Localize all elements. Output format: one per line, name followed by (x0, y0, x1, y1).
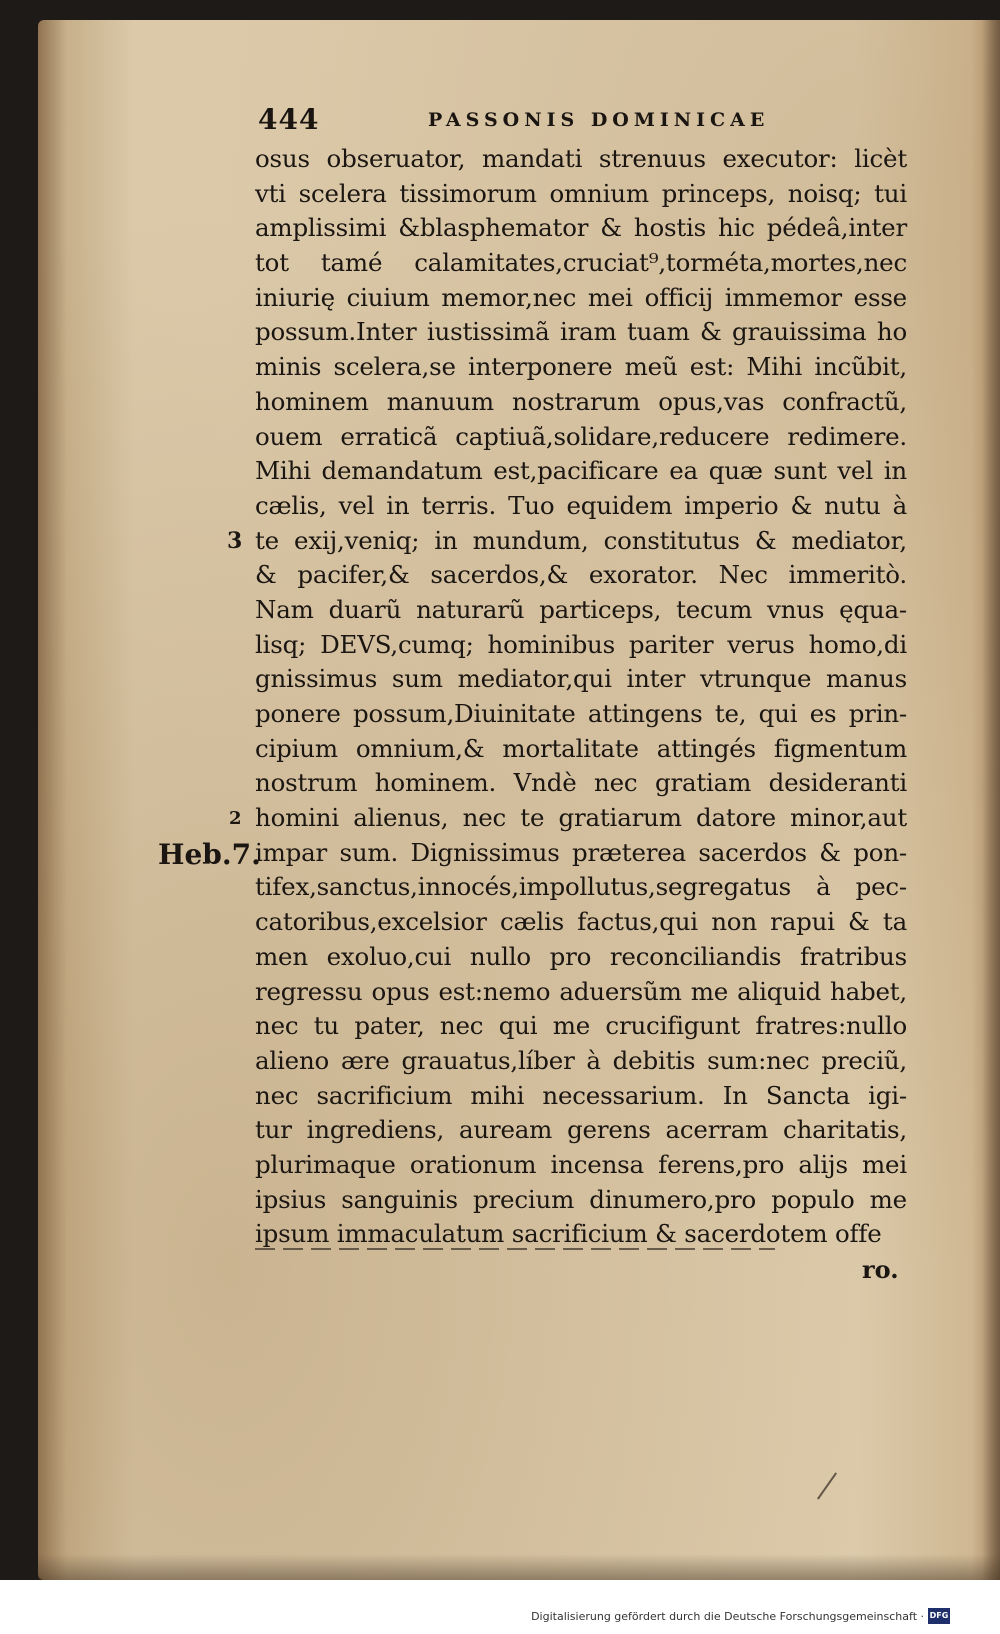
text-line: nec sacrificium mihi necessarium. In Sancta igi- (255, 1080, 907, 1110)
page-header (258, 103, 818, 139)
text-line: alieno ære grauatus,líber à debitis sum:nec preciũ, (255, 1045, 907, 1075)
page-number: 444 (258, 103, 320, 136)
marginal-reference-heb: Heb.7. (158, 838, 261, 871)
text-line: nec tu pater, nec qui me crucifigunt fratres:nullo (255, 1011, 907, 1041)
marginal-note-2: 2 (229, 808, 242, 829)
text-line: impar sum. Dignissimus præterea sacerdos & pon- (255, 837, 907, 867)
text-line: osus obseruator, mandati strenuus executor: licèt (255, 144, 907, 173)
dfg-logo: DFG (928, 1608, 950, 1624)
text-line: hominem manuum nostrarum opus,vas confractũ, (255, 386, 907, 416)
text-line: vti scelera tissimorum omnium princeps, noisq; tui (255, 178, 907, 208)
text-line: ipsius sanguinis precium dinumero,pro populo me (255, 1184, 907, 1214)
text-line: homini alienus, nec te gratiarum datore minor,aut (255, 803, 907, 833)
text-line: ponere possum,Diuinitate attingens te, qui es prin- (255, 699, 907, 728)
text-line: & pacifer,& sacerdos,& exorator. Nec immeritò. (255, 560, 907, 590)
text-line: cælis, vel in terris. Tuo equidem imperio & nutu à (255, 490, 907, 520)
marginal-note-3: 3 (227, 528, 243, 554)
running-head: PASSONIS DOMINICAE (428, 109, 770, 131)
text-line: ipsum immaculatum sacrificium & sacerdotem offe (255, 1219, 882, 1249)
body-text (255, 142, 907, 1252)
text-line: gnissimus sum mediator,qui inter vtrunque manus (255, 664, 907, 694)
text-line: men exoluo,cui nullo pro reconciliandis fratribus (255, 941, 907, 971)
text-line: Nam duarũ naturarũ particeps, tecum vnus ęqua- (255, 594, 907, 624)
text-line: plurimaque orationum incensa ferens,pro alijs mei (255, 1149, 907, 1179)
text-line: Mihi demandatum est,pacificare ea quæ sunt vel in (255, 456, 907, 486)
footer-credit: Digitalisierung gefördert durch die Deutsche Forschungsgemeinschaft · (531, 1610, 924, 1623)
page-bottom-shadow (38, 1554, 1000, 1580)
text-line: cipium omnium,& mortalitate attingés figmentum (255, 733, 907, 763)
page-edge-shadow (982, 20, 1000, 1580)
text-line: tifex,sanctus,innocés,impollutus,segregatus à pec- (255, 872, 907, 902)
text-line: tur ingrediens, auream gerens acerram charitatis, (255, 1115, 907, 1145)
text-line: regressu opus est:nemo aduersũm me aliquid habet, (255, 976, 907, 1006)
text-line: lisq; DEVS,cumq; hominibus pariter verus homo,di (255, 629, 907, 659)
text-line: iniurię ciuium memor,nec mei officij immemor esse (255, 282, 907, 312)
ink-underline (255, 1248, 775, 1250)
text-line: nostrum hominem. Vndè nec gratiam desideranti (255, 768, 907, 798)
footer-bar (0, 1580, 1000, 1634)
text-line: possum.Inter iustissimã iram tuam & grauissima ho (255, 317, 907, 347)
text-line: catoribus,excelsior cælis factus,qui non rapui & ta (255, 907, 907, 937)
text-line: te exij,veniq; in mundum, constitutus & mediator, (255, 525, 907, 555)
text-line: minis scelera,se interponere meũ est: Mihi incũbit, (255, 352, 907, 382)
text-line: ouem erraticã captiuã,solidare,reducere redimere. (255, 421, 907, 451)
text-line: amplissimi &blasphemator & hostis hic pédeâ,inter (255, 213, 907, 243)
catchword: ro. (862, 1255, 899, 1284)
text-line: tot tamé calamitates,cruciat⁹,torméta,mortes,nec (255, 248, 907, 278)
